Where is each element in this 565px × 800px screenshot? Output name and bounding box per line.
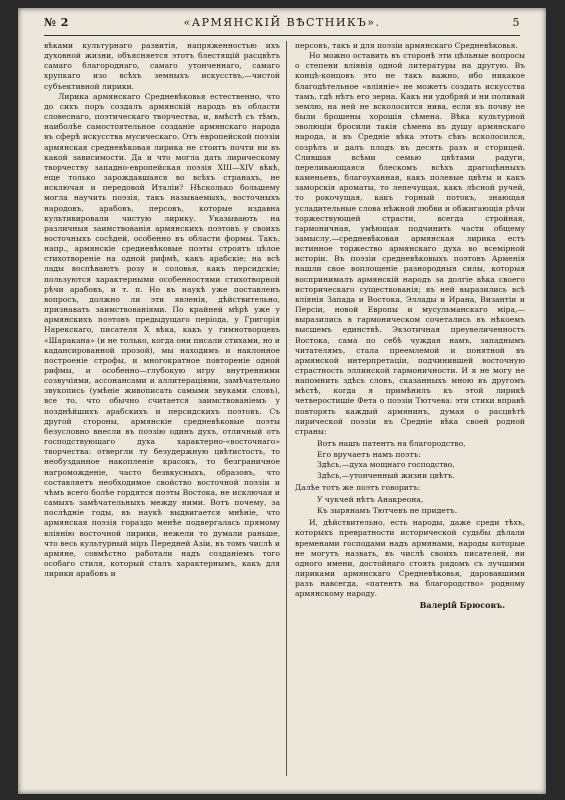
right-column — [295, 41, 525, 610]
verse-line: Его вручаетъ намъ поэтъ: — [317, 449, 421, 459]
paragraph: персовъ, такъ и для поэзіи армянскаго Средневѣковья. — [295, 41, 518, 50]
verse-line: Вотъ нашъ патентъ на благородство, — [317, 439, 466, 449]
left-column — [44, 41, 280, 579]
paragraph: И, дѣйствительно, есть народы, даже среди тѣхъ, которыхъ превратности исторической судьбы дѣлали временами господами надъ армянами, народы которые не могутъ назвать, въ числѣ своихъ писателей, ни одного имени, достойнаго стоять рядомъ съ лучшими лириками армянскаго Средневѣковья, даровавшими разъ навсегда, «патентъ на благородство» родному армянскому народу. — [295, 518, 525, 599]
verse-quote — [317, 495, 525, 516]
paragraph: Но можно оставить въ сторонѣ эти цѣльные вопросы о степени вліянія одной литературы на другую. Въ концѣ-концовъ это не такъ важно, ибо никакое благодѣтельное «вліяніе» не можетъ создать искусства тамъ, гдѣ нѣтъ его зерна. Какъ ни удобряй и ни поливай землю, на ней не всколосится нива, если въ почву не были брошены хорошія сѣмена. Вѣка культурной эволюціи бросили такія сѣмена въ душу армянскаго народа, и въ Средніе вѣка этотъ сѣвъ всколосился, созрѣлъ и далъ плодъ въ десять разъ и сторицей. Слившая всѣми семью цвѣтами радуги, переливающаяся блескомъ всѣхъ драгоцѣнныхъ каменьевъ, благоуханная, какъ полевые цвѣты и какъ заморскія ароматы, то лепечущая, какъ лѣсной ручей, то рокочущая, какъ горный потокъ, знающая усладительные слова нѣжной любви и обжигающія рѣчи торжествующей страсти, всегда стройная, гармоничная, умѣющая подчинить части общему замыслу,—средневѣковая армянская лирика есть истинное торжество армянскаго духа во всемірной исторіи. Въ поэзіи средневѣковыхъ поэтовъ Арменія нашли свое воплощеніе разнородныя силы, которыя воспринималъ армянскій народъ за долгіе вѣка своего историческаго существованія; въ ней выразились всѣ вліянія Запада и Востока, Эллады и Ирана, Византіи и Персіи, новой Европы и мусульманскаго міра,—выразились в гармоническом сочетались въ нѣкоемъ высшемъ единствѣ. Экзотичная преувеличенность Востока, сама по себѣ чуждая намъ, западнымъ читателямъ, стала преемлемой и понятной въ армянской интерпретаціи, подчинившей восточную страстность эллинской гармоничности. И я не могу не напомнить здѣсь словъ, сказанныхъ мною въ другомъ мѣстѣ, когда я примѣнилъ къ этой лирикѣ четверостишіе Фета о поэзіи Тютчева: эти стихи вправѣ повторять каждый армянинъ, думая о расцвѣтѣ лирической поэзіи въ Средніе вѣка своей родной страны: — [295, 51, 525, 436]
author-signature: Валерій Брюсовъ. — [419, 599, 505, 610]
verse-line: Здѣсь,—духа мощнаго господство, — [317, 460, 455, 470]
newspaper-page — [18, 8, 546, 794]
paragraph: Лирика армянскаго Средневѣковья естественно, что до сихъ поръ создалъ армянскій народъ въ области словеснаго, поэтическаго творчества, и, вмѣстѣ съ тѣмъ, наиболѣе самостоятельное созданіе армянскаго народа въ сферѣ искусства мусическаго. Отъ европейской поэзіи армянская средневѣковая лирика не стоитъ почти ни въ какой зависимости. Да и что могла дать лирическому творчеству западно-европейская поэзія XIII—XIV вѣкѣ, еще только зарождавшаяся во всѣхъ странахъ, не исключая и передовой Италіи? Нѣсколько большему могла научить поэзія, такъ называемыхъ, восточныхъ народовъ, арабовъ, персовъ, которые издавна культивировали чистую лирику. Указывають на различныя заимствованія армянскихъ поэтовъ у своихъ восточныхъ сосѣдей, особенно въ области формы. Такъ, напр., армянскіе средневѣковые поэты строятъ цѣлое стихотвореніе на одной рифмѣ, какъ арабскіе; на всѣ лады воспѣваютъ розу и соловья, какъ персидскіе; пользуются характерными особенностями стихотворной рѣчи арабовъ, и т. п. Но въ наукѣ уже поставленъ вопросъ, должно ли эти явленія, дѣйствительно, признавать заимствованіями. По крайней мѣрѣ уже у армянскихъ поэтовъ предыдущаго періода, у Григорія Нарекскаго, писателя X вѣка, какъ у гимнотворцевъ «Шаракана» (и не только, когда они писали стихами, но и кадансированной прозой), мы находимъ и наклонное построеніе строфы, и многократное повтореніе одной рифмы, и особенно—глубокую игру внутренними созвучіями, ассонансами и аллитераціями, замѣчательно звукопись (умѣніе живописать самыми звуками словъ), все то, что обычно считается заимствованіемъ у позднѣйшихъ арабскихъ и персидскихъ поэтовъ. Съ другой стороны, армянскіе средневѣковые поэты безусловно внесли въ поэзію одинъ духъ, отличный отъ господствующаго духа характерно-«восточнаго» творчества: отвергли ту безудержную цвѣтистость, то необузданное накопленіе красокъ, то безграничное нагроможденіе, часто безвкусныхъ, образовъ, что составляетъ необходимое свойство восточной поэзіи и чѣмъ всего болѣе гордятся поэты Востока, не исключая и самыхъ замѣчательныхъ между ними. Вотъ почему, за послѣдніе годы, въ наукѣ выдвигается мнѣніе, что армянская поэзія гораздо менѣе подвергалась прямому вліянію восточной лирики, нежели то думали раньше, что весь культурный міръ Передней Азіи, въ томъ числѣ и армяне, совмѣстно работали надъ созданіемъ того особаго стиля, который сталъ характернымъ, какъ для лирики арабовъ и — [44, 91, 280, 579]
paragraph: вѣками культурнаго развитія, напряженностью ихъ духовной жизни, объясняется этотъ блестящій расцвѣтъ самаго благороднаго, самаго утонченнаго, самаго хрупкаго изо всѣхъ земныхъ искусствъ,—чистой субъективной лирики. — [44, 41, 280, 91]
publication-title: «АРМЯНСКІЙ ВѢСТНИКЪ». — [183, 16, 381, 29]
column-divider — [286, 41, 287, 776]
page-number: 5 — [512, 16, 520, 29]
header-rule — [44, 35, 520, 36]
paragraph: Далѣе тотъ же поэтъ говоритъ: — [295, 483, 421, 493]
verse-line: Здѣсь,—утонченный жизни цвѣтъ. — [317, 470, 455, 480]
issue-number: № 2 — [44, 16, 69, 29]
page-header — [44, 16, 520, 34]
verse-quote — [317, 439, 525, 481]
verse-line: У чукчей нѣтъ Анакреона, — [317, 495, 424, 505]
verse-line: Къ зырянамъ Тютчевъ не придетъ. — [317, 505, 458, 515]
